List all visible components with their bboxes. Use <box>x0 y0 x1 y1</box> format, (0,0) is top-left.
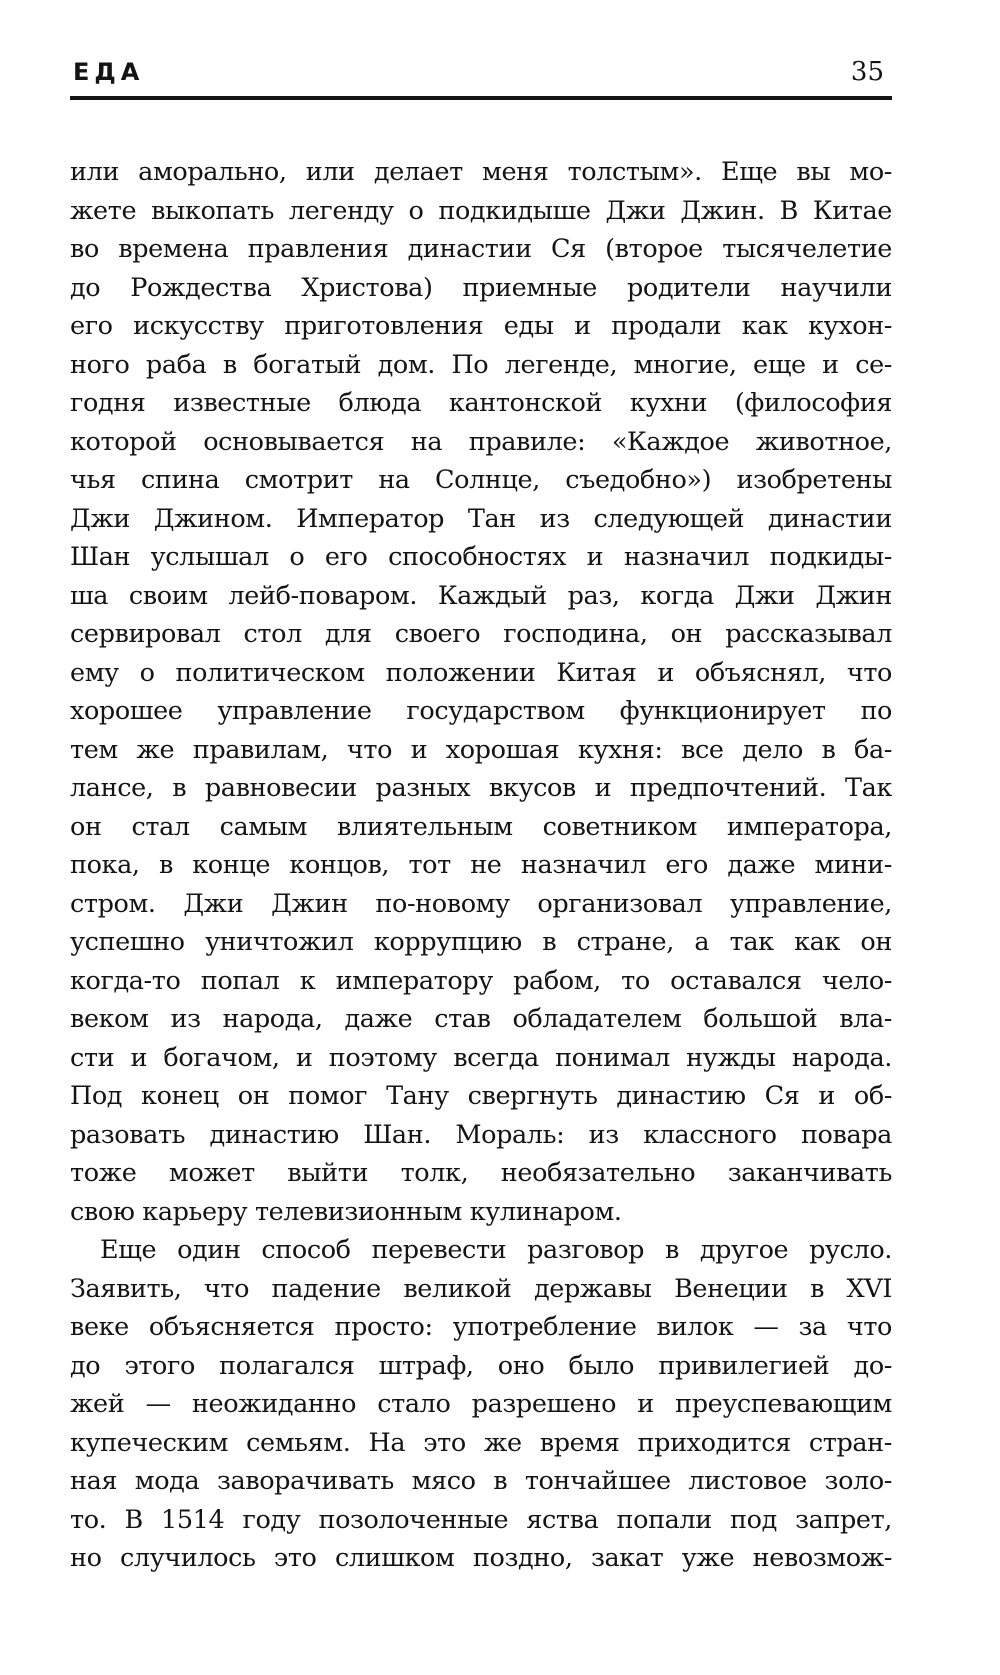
text-line: или аморально, или делает меня толстым». Еще вы мо- <box>70 157 892 187</box>
text-line: успешно уничтожил коррупцию в стране, а так как он <box>70 927 892 957</box>
text-line: сти и богачом, и поэтому всегда понимал нужды народа. <box>70 1042 892 1073</box>
header-rule <box>70 96 892 100</box>
text-line: стром. Джи Джин по-новому организовал управление, <box>70 888 892 919</box>
text-line: пока, в конце концов, тот не назначил его даже мини- <box>70 850 892 880</box>
text-line: Джи Джином. Император Тан из следующей династии <box>70 503 892 534</box>
text-line: когда-то попал к императору рабом, то оставался чело- <box>70 965 892 996</box>
text-line: но случилось это слишком поздно, закат уже невозмож- <box>70 1543 892 1573</box>
text-line: сервировал стол для своего господина, он рассказывал <box>70 619 892 649</box>
text-line: до Рождества Христова) приемные родители научили <box>70 272 892 303</box>
text-line: жей — неожиданно стало разрешено и преуспевающим <box>70 1389 892 1419</box>
text-line: хорошее управление государством функционирует по <box>70 696 892 726</box>
body-text <box>70 153 892 1578</box>
text-line: то. В 1514 году позолоченные яства попали под запрет, <box>70 1504 892 1535</box>
text-line: годня известные блюда кантонской кухни (философия <box>70 388 892 418</box>
page-number: 35 <box>850 57 884 87</box>
text-line: веке объясняется просто: употребление вилок — за что <box>70 1312 892 1342</box>
running-title: ЕДА <box>73 58 145 86</box>
text-line: тем же правилам, что и хорошая кухня: все дело в ба- <box>70 734 892 765</box>
paragraph-2 <box>70 1231 892 1578</box>
text-line: разовать династию Шан. Мораль: из классного повара <box>70 1119 892 1150</box>
text-line: ная мода заворачивать мясо в тончайшее листовое золо- <box>70 1466 892 1496</box>
text-line: свою карьеру телевизионным кулинаром. <box>70 1196 622 1227</box>
text-line: Заявить, что падение великой державы Венеции в XVI <box>70 1273 892 1304</box>
text-line: ему о политическом положении Китая и объяснял, что <box>70 657 892 688</box>
text-line: которой основывается на правиле: «Каждое животное, <box>70 426 892 457</box>
text-line: лансе, в равновесии разных вкусов и предпочтений. Так <box>70 773 892 803</box>
text-line: купеческим семьям. На это же время приходится стран- <box>70 1427 892 1458</box>
text-line: тоже может выйти толк, необязательно заканчивать <box>70 1158 892 1188</box>
text-line: веком из народа, даже став обладателем большой вла- <box>70 1004 892 1034</box>
text-line: Шан услышал о его способностях и назначил подкиды- <box>70 542 892 572</box>
text-line: жете выкопать легенду о подкидыше Джи Джин. В Китае <box>70 195 892 226</box>
running-head <box>70 56 892 96</box>
text-line: до этого полагался штраф, оно было привилегией до- <box>70 1350 892 1381</box>
text-line: его искусству приготовления еды и продали как кухон- <box>70 311 892 341</box>
text-line: ного раба в богатый дом. По легенде, многие, еще и се- <box>70 349 892 380</box>
paragraph-1 <box>70 153 892 1231</box>
text-line: Еще один способ перевести разговор в другое русло. <box>100 1235 892 1265</box>
text-line: во времена правления династии Ся (второе тысячелетие <box>70 234 892 264</box>
text-line: он стал самым влиятельным советником императора, <box>70 811 892 842</box>
text-line: чья спина смотрит на Солнце, съедобно») изобретены <box>70 465 892 495</box>
text-line: Под конец он помог Тану свергнуть династию Ся и об- <box>70 1081 892 1111</box>
text-line: ша своим лейб-поваром. Каждый раз, когда Джи Джин <box>70 580 892 611</box>
